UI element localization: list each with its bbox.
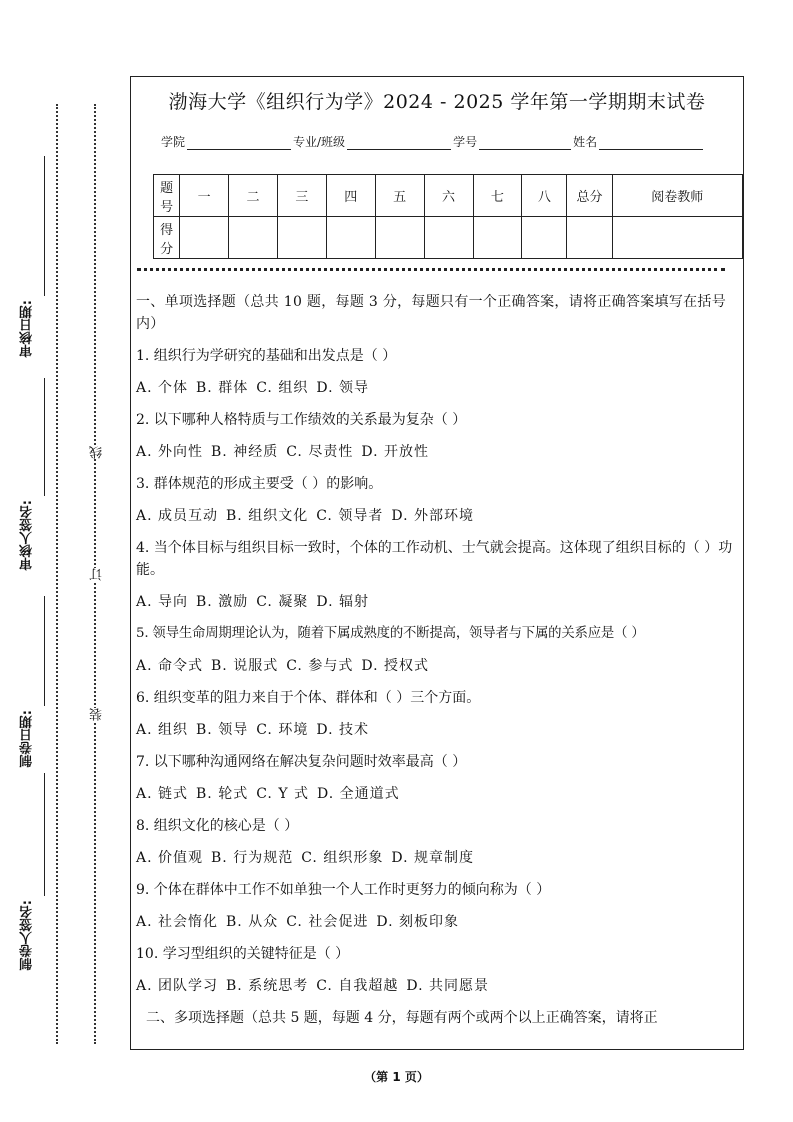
student-info-row bbox=[161, 133, 705, 150]
col-header: 五 bbox=[375, 175, 424, 217]
option: B. 行为规范 bbox=[211, 850, 294, 866]
binding-char-zhuang: 装 bbox=[90, 708, 105, 721]
left-dotted-line bbox=[56, 104, 58, 1044]
option: B. 神经质 bbox=[211, 444, 279, 460]
section2-heading: 二、多项选择题（总共 5 题，每题 4 分，每题有两个或两个以上正确答案，请将正 bbox=[146, 1010, 658, 1026]
option: A. 个体 bbox=[136, 380, 189, 396]
reviewer-sign-line bbox=[44, 378, 45, 496]
col-header: 八 bbox=[522, 175, 567, 217]
row-label-defen: 得分 bbox=[154, 217, 180, 259]
score-cell[interactable] bbox=[522, 217, 567, 259]
score-cell[interactable] bbox=[375, 217, 424, 259]
option: B. 系统思考 bbox=[226, 978, 309, 994]
score-table bbox=[153, 174, 743, 259]
option: A. 价值观 bbox=[136, 850, 204, 866]
question: 7. 以下哪种沟通网络在解决复杂问题时效率最高（ ） bbox=[136, 754, 467, 770]
dotted-separator bbox=[137, 268, 725, 271]
score-cell[interactable] bbox=[473, 217, 522, 259]
make-date-label: 制卷日期: bbox=[20, 710, 35, 768]
col-header-total: 总分 bbox=[567, 175, 612, 217]
option: B. 轮式 bbox=[196, 786, 249, 802]
section1-heading: 一、单项选择题（总共 10 题，每题 3 分，每题只有一个正确答案，请将正确答案填写在括号内） bbox=[136, 294, 727, 332]
options-row bbox=[136, 505, 741, 527]
score-cell[interactable] bbox=[424, 217, 473, 259]
options-row bbox=[136, 783, 741, 805]
option: A. 成员互动 bbox=[136, 508, 219, 524]
question: 9. 个体在群体中工作不如单独一个人工作时更努力的倾向称为（ ） bbox=[136, 882, 551, 898]
option: D. 刻板印象 bbox=[376, 914, 459, 930]
col-header-grader: 阅卷教师 bbox=[612, 175, 742, 217]
option: D. 辐射 bbox=[316, 594, 369, 610]
exam-title: 渤海大学《组织行为学》2024 - 2025 学年第一学期期末试卷 bbox=[168, 91, 706, 113]
option: C. 领导者 bbox=[316, 508, 384, 524]
option: B. 领导 bbox=[196, 722, 249, 738]
option: D. 技术 bbox=[316, 722, 369, 738]
question: 8. 组织文化的核心是（ ） bbox=[136, 818, 299, 834]
col-header: 六 bbox=[424, 175, 473, 217]
question: 1. 组织行为学研究的基础和出发点是（ ） bbox=[136, 348, 397, 364]
major-field[interactable] bbox=[347, 137, 451, 150]
col-header: 三 bbox=[278, 175, 327, 217]
page-number: （第 1 页） bbox=[364, 1070, 429, 1084]
options-row bbox=[136, 847, 741, 869]
options-row bbox=[136, 975, 741, 997]
option: D. 领导 bbox=[316, 380, 369, 396]
maker-sign-label: 制卷人签名: bbox=[20, 900, 35, 971]
option: C. 环境 bbox=[256, 722, 309, 738]
review-date-line bbox=[44, 156, 45, 296]
score-cell[interactable] bbox=[278, 217, 327, 259]
student-id-label: 学号 bbox=[453, 135, 478, 149]
college-label: 学院 bbox=[161, 135, 186, 149]
maker-sign-line bbox=[44, 773, 45, 896]
col-header: 四 bbox=[326, 175, 375, 217]
option: B. 说服式 bbox=[211, 658, 279, 674]
col-header: 七 bbox=[473, 175, 522, 217]
option: A. 链式 bbox=[136, 786, 189, 802]
major-label: 专业/班级 bbox=[293, 135, 346, 149]
row-label-tihao: 题号 bbox=[154, 175, 180, 217]
name-field[interactable] bbox=[599, 137, 703, 150]
col-header: 二 bbox=[229, 175, 278, 217]
option: A. 社会惰化 bbox=[136, 914, 219, 930]
option: D. 规章制度 bbox=[391, 850, 474, 866]
binding-char-xian: 线 bbox=[90, 446, 105, 459]
option: B. 激励 bbox=[196, 594, 249, 610]
option: A. 组织 bbox=[136, 722, 189, 738]
score-cell[interactable] bbox=[229, 217, 278, 259]
option: D. 共同愿景 bbox=[406, 978, 489, 994]
options-row bbox=[136, 377, 741, 399]
score-table-score-row bbox=[154, 217, 743, 259]
option: A. 外向性 bbox=[136, 444, 204, 460]
options-row bbox=[136, 441, 741, 463]
reviewer-sign-label: 审核人签名: bbox=[20, 500, 35, 571]
options-row bbox=[136, 911, 741, 933]
option: D. 开放性 bbox=[361, 444, 429, 460]
question: 3. 群体规范的形成主要受（ ）的影响。 bbox=[136, 476, 383, 492]
score-cell[interactable] bbox=[180, 217, 229, 259]
options-row bbox=[136, 719, 741, 741]
option: C. 尽责性 bbox=[286, 444, 354, 460]
make-date-line bbox=[44, 596, 45, 706]
option: B. 组织文化 bbox=[226, 508, 309, 524]
questions-content bbox=[136, 291, 741, 1029]
college-field[interactable] bbox=[187, 137, 291, 150]
options-row bbox=[136, 591, 741, 613]
question: 10. 学习型组织的关键特征是（ ） bbox=[136, 946, 350, 962]
score-cell[interactable] bbox=[326, 217, 375, 259]
option: A. 团队学习 bbox=[136, 978, 219, 994]
question: 4. 当个体目标与组织目标一致时，个体的工作动机、士气就会提高。这体现了组织目标的（ ）功能。 bbox=[136, 540, 733, 578]
score-cell-total[interactable] bbox=[567, 217, 612, 259]
option: C. 社会促进 bbox=[286, 914, 369, 930]
option: A. 命令式 bbox=[136, 658, 204, 674]
option: D. 授权式 bbox=[361, 658, 429, 674]
student-id-field[interactable] bbox=[479, 137, 571, 150]
option: C. 参与式 bbox=[286, 658, 354, 674]
option: A. 导向 bbox=[136, 594, 189, 610]
question: 6. 组织变革的阻力来自于个体、群体和（ ）三个方面。 bbox=[136, 690, 481, 706]
option: B. 从众 bbox=[226, 914, 279, 930]
col-header: 一 bbox=[180, 175, 229, 217]
option: B. 群体 bbox=[196, 380, 249, 396]
option: C. 组织 bbox=[256, 380, 309, 396]
review-date-label: 审核日期: bbox=[20, 300, 35, 358]
option: C. 组织形象 bbox=[301, 850, 384, 866]
exam-frame bbox=[130, 76, 744, 1050]
options-row bbox=[136, 655, 741, 677]
option: D. 外部环境 bbox=[391, 508, 474, 524]
score-cell-grader[interactable] bbox=[612, 217, 742, 259]
name-label: 姓名 bbox=[573, 135, 598, 149]
score-table-header-row bbox=[154, 175, 743, 217]
question: 5. 领导生命周期理论认为，随着下属成熟度的不断提高，领导者与下属的关系应是（ ） bbox=[136, 626, 645, 641]
option: C. 自我超越 bbox=[316, 978, 399, 994]
option: D. 全通道式 bbox=[317, 786, 400, 802]
option: C. 凝聚 bbox=[256, 594, 309, 610]
question: 2. 以下哪种人格特质与工作绩效的关系最为复杂（ ） bbox=[136, 412, 467, 428]
binding-char-ding: 订 bbox=[90, 568, 105, 581]
option: C. Y 式 bbox=[256, 786, 310, 802]
